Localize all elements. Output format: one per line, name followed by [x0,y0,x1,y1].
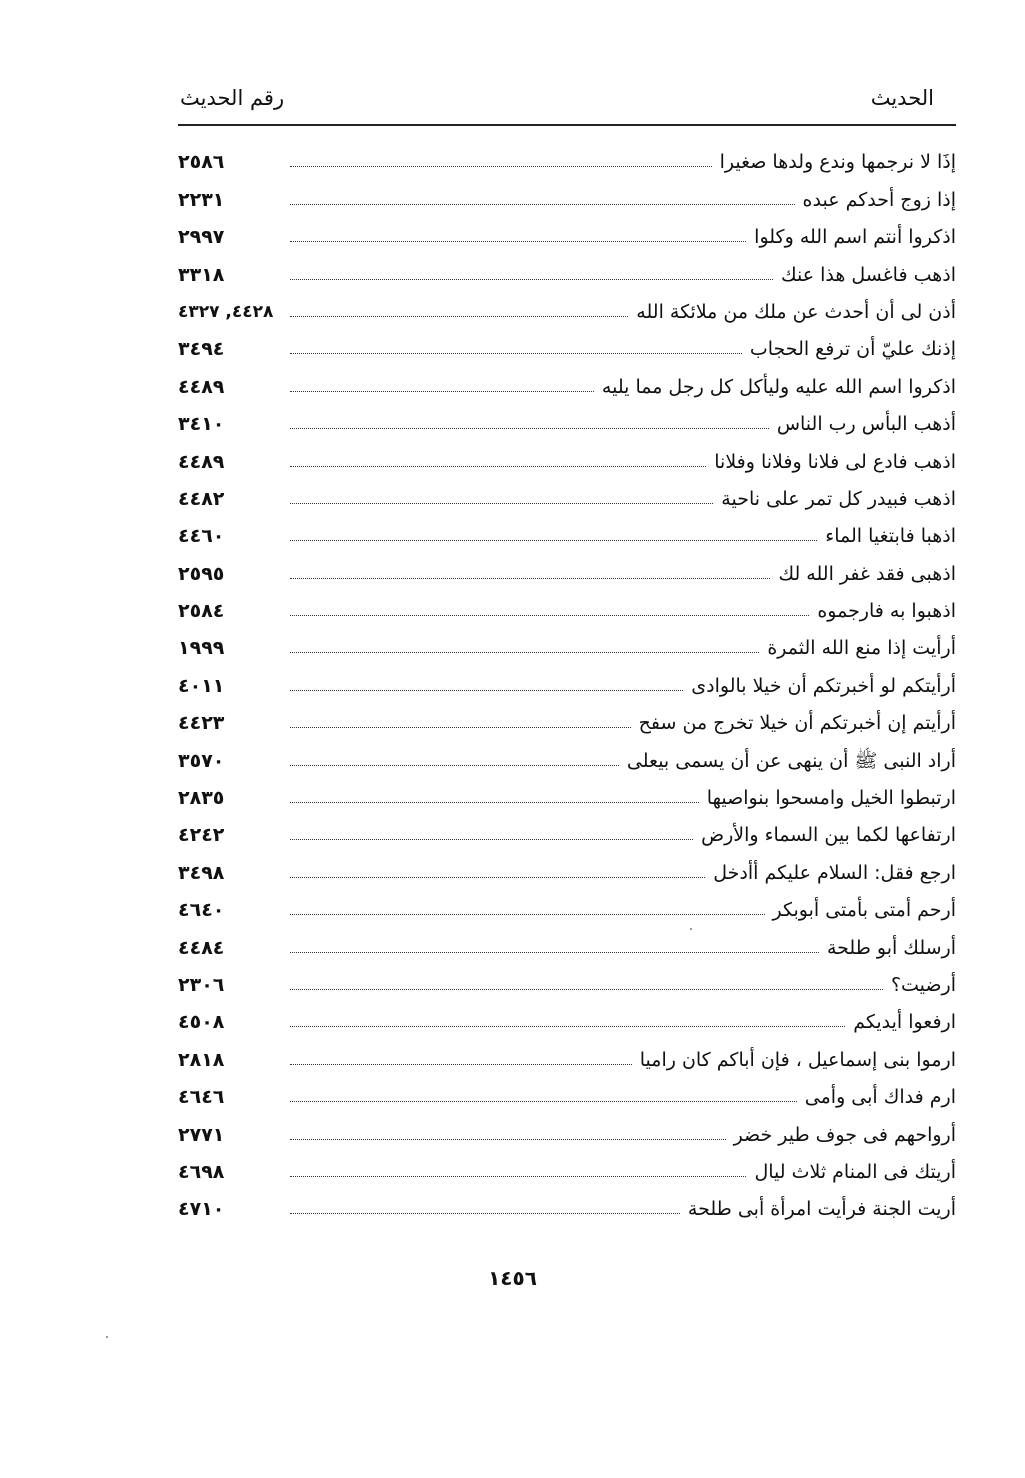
index-entry [178,177,956,214]
hadith-text: أريت الجنة فرأيت امرأة أبى طلحة [687,1198,956,1221]
hadith-number: ٣٣١٨ [178,263,225,286]
dot-leader [290,166,712,167]
dot-leader [290,1176,746,1177]
dot-leader [290,690,683,691]
index-entry [178,776,956,813]
index-entry [178,402,956,439]
hadith-number: ٢٥٩٥ [178,562,225,585]
index-entry [178,477,956,514]
hadith-number: ٤٤٨٩ [178,450,225,473]
dot-leader [290,989,883,990]
dot-leader [290,391,594,392]
dot-leader [290,1026,845,1027]
index-entry [178,925,956,962]
index-entry [178,215,956,252]
dot-leader [290,503,713,504]
hadith-text: أرأيتكم لو أخبرتكم أن خيلا بالوادى [691,674,956,697]
hadith-number: ٣٤٩٤ [178,338,225,361]
hadith-text: أرأيت إذا منع الله الثمرة [767,637,956,660]
index-entry [178,963,956,1000]
index-entry [178,252,956,289]
dot-leader [290,540,817,541]
index-entry [178,1075,956,1112]
dot-leader [290,316,628,317]
dot-leader [290,1101,797,1102]
hadith-text: ارتبطوا الخيل وامسحوا بنواصيها [706,787,956,810]
index-entry [178,140,956,177]
index-entry [178,327,956,364]
hadith-number: ٤٥٠٨ [178,1011,225,1034]
hadith-text: أرواحهم فى جوف طير خضر [733,1123,956,1146]
index-entry [178,514,956,551]
hadith-number: ٤٤٨٩ [178,375,225,398]
hadith-text: أذهب البأس رب الناس [776,413,956,436]
hadith-text: اذهبى فقد غفر الله لك [778,562,956,585]
index-entry [178,290,956,327]
dot-leader [290,652,759,653]
index-entry [178,738,956,775]
hadith-number: ٤٤٦٠ [178,525,225,548]
hadith-number: ٣٤١٠ [178,413,225,436]
hadith-number: ٣٤٩٨ [178,861,225,884]
dot-leader [290,1064,632,1065]
index-entry [178,439,956,476]
hadith-text: اذكروا اسم الله عليه وليأكل كل رجل مما يليه [601,375,956,398]
hadith-text: ارفعوا أيديكم [853,1011,956,1034]
dot-leader [290,279,773,280]
index-entry [178,813,956,850]
hadith-text: اذهبا فابتغيا الماء [825,525,956,548]
dot-leader [290,578,770,579]
dot-leader [290,241,746,242]
hadith-text: اذهب فبيدر كل تمر على ناحية [721,487,956,510]
hadith-number: ٢٥٨٤ [178,600,225,623]
hadith-number: ٢٧٧١ [178,1123,225,1146]
hadith-text: إذنك عليّ أن ترفع الحجاب [749,338,956,361]
dot-leader [290,877,705,878]
index-entry [178,626,956,663]
index-entry [178,364,956,401]
hadith-number: ٣٥٧٠ [178,749,225,772]
index-entry [178,589,956,626]
dot-leader [290,204,795,205]
hadith-text: أرسلك أبو طلحة [826,936,956,959]
hadith-number: ٤٢٤٢ [178,824,225,847]
dot-leader [290,1213,680,1214]
hadith-number: ٤٤٨٢ [178,487,225,510]
hadith-number: ٢٢٣١ [178,188,225,211]
hadith-text: اذهب فاغسل هذا عنك [780,263,956,286]
hadith-text: إذَا لا نرجمها وندع ولدها صغيرا [719,151,956,174]
header-rule [178,124,956,126]
hadith-number: ٤٧١٠ [178,1198,225,1221]
dot-leader [290,1139,726,1140]
hadith-number: ٢٨١٨ [178,1048,225,1071]
hadith-number: ٤٠١١ [178,674,225,697]
dot-leader [290,428,769,429]
index-entry [178,663,956,700]
hadith-number: ٢٨٣٥ [178,787,225,810]
index-list [178,140,956,1224]
page-number: ١٤٥٦ [488,1266,537,1290]
hadith-number: ١٩٩٩ [178,637,225,660]
scan-speck [690,928,692,930]
hadith-text: أرأيتم إن أخبرتكم أن خيلا تخرج من سفح [638,712,956,735]
hadith-text: أرضيت؟ [890,973,956,996]
hadith-text: اذكروا أنتم اسم الله وكلوا [754,226,956,249]
dot-leader [290,802,699,803]
dot-leader [290,466,706,467]
hadith-number: ٤٤٨٤ [178,936,225,959]
hadith-number: ٤٤٢٣ [178,712,225,735]
dot-leader [290,839,693,840]
dot-leader [290,952,819,953]
hadith-number: ٤٦٩٨ [178,1160,225,1183]
index-entry [178,1037,956,1074]
hadith-number: ٢٩٩٧ [178,226,225,249]
hadith-text: اذهب فادع لى فلانا وفلانا وفلانا [714,450,956,473]
hadith-number: ٤٦٤٦ [178,1086,225,1109]
index-entry [178,850,956,887]
dot-leader [290,353,742,354]
index-entry [178,1112,956,1149]
scan-speck [106,1336,108,1338]
dot-leader [290,615,809,616]
index-entry [178,701,956,738]
index-entry [178,1187,956,1224]
header-hadith-label: الحديث [870,86,934,110]
hadith-text: أذن لى أن أحدث عن ملك من ملائكة الله [636,300,956,323]
index-entry [178,1000,956,1037]
dot-leader [290,727,631,728]
index-entry [178,888,956,925]
hadith-number: ٤٦٤٠ [178,899,225,922]
index-entry [178,1150,956,1187]
header-number-label: رقم الحديث [180,86,285,110]
hadith-text: اذهبوا به فارجموه [817,600,956,623]
hadith-text: ارموا بنى إسماعيل ، فإن أباكم كان راميا [639,1048,956,1071]
index-entry [178,551,956,588]
hadith-number: ٢٥٨٦ [178,151,225,174]
hadith-text: أريتك فى المنام ثلاث ليال [754,1160,956,1183]
hadith-text: ارتفاعها لكما بين السماء والأرض [701,824,956,847]
dot-leader [290,765,619,766]
hadith-text: ارم فداك أبى وأمى [804,1086,956,1109]
hadith-text: ارجع فقل: السلام عليكم أأدخل [713,861,956,884]
hadith-text: أرحم أمتى بأمتى أبوبكر [772,899,956,922]
hadith-number: ٢٣٠٦ [178,973,225,996]
hadith-text: إذا زوج أحدكم عبده [802,188,956,211]
hadith-number: ٤٤٢٨, ٤٣٢٧ [178,301,274,322]
hadith-text: أراد النبى ﷺ أن ينهى عن أن يسمى بيعلى [626,749,956,772]
page-header [178,82,956,120]
dot-leader [290,914,765,915]
